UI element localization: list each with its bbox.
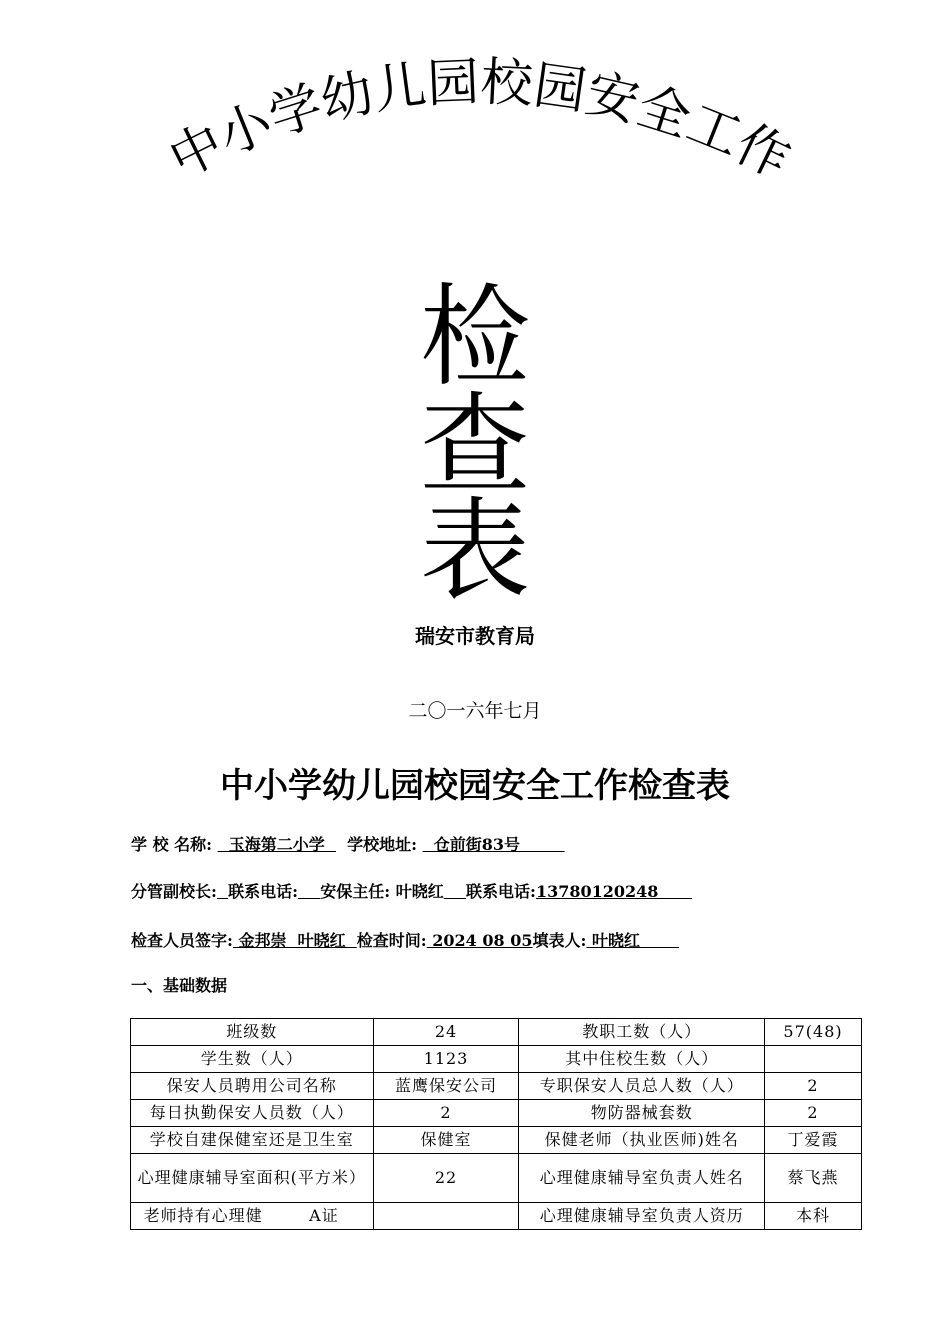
table-row bbox=[131, 1203, 862, 1230]
table-cell: 学校自建保健室还是卫生室 bbox=[131, 1127, 374, 1154]
cover-date: 二〇一六年七月 bbox=[408, 700, 542, 722]
table-cell: 24 bbox=[373, 1019, 519, 1046]
table-cell bbox=[373, 1203, 519, 1230]
table-cell: 保安人员聘用公司名称 bbox=[131, 1073, 374, 1100]
phone2-value: 13780120248 bbox=[535, 882, 692, 901]
table-row bbox=[131, 1127, 862, 1154]
table-cell: 心理健康辅导室负责人姓名 bbox=[519, 1154, 765, 1203]
cover-big-char-jian: 检 bbox=[420, 273, 530, 401]
table-row bbox=[131, 1154, 862, 1203]
cover-bureau: 瑞安市教育局 bbox=[415, 624, 535, 648]
school-name-value: 玉海第二小学 bbox=[217, 835, 336, 854]
table-cell: 心理健康辅导室负责人资历 bbox=[519, 1203, 765, 1230]
table-cell: 蓝鹰保安公司 bbox=[373, 1073, 519, 1100]
table-cell: 保健老师（执业医师)姓名 bbox=[519, 1127, 765, 1154]
security-head-blank bbox=[444, 882, 466, 901]
cover-arc-title-text: 中小学幼儿园校园安全工作 bbox=[160, 52, 800, 191]
time-label: 检查时间: bbox=[356, 931, 427, 950]
table-cell: 教职工数（人） bbox=[519, 1019, 765, 1046]
table-cell: 其中住校生数（人） bbox=[519, 1046, 765, 1073]
vp-label: 分管副校长: bbox=[131, 882, 217, 901]
table-cell: 老师持有心理健 bbox=[131, 1203, 276, 1230]
table-cell: 本科 bbox=[765, 1203, 862, 1230]
cover-big-char-biao: 表 bbox=[420, 487, 530, 615]
table-row bbox=[131, 1073, 862, 1100]
table-row bbox=[131, 1019, 862, 1046]
address-value: 仓前街83号 bbox=[422, 835, 565, 854]
cover-arc-title bbox=[0, 0, 950, 260]
table-cell: 保健室 bbox=[373, 1127, 519, 1154]
table-cell: 蔡飞燕 bbox=[765, 1154, 862, 1203]
section-basic-data: 一、基础数据 bbox=[131, 976, 228, 995]
inspector-label: 检查人员签字: bbox=[131, 931, 233, 950]
table-row bbox=[131, 1100, 862, 1127]
table-cell: 班级数 bbox=[131, 1019, 374, 1046]
table-cell bbox=[765, 1046, 862, 1073]
table-cell: 2 bbox=[765, 1073, 862, 1100]
phone1-value bbox=[298, 882, 320, 901]
table-cell: 22 bbox=[373, 1154, 519, 1203]
table-cell: A证 bbox=[275, 1203, 373, 1230]
security-head-label: 安保主任: 叶晓红 bbox=[320, 882, 444, 901]
table-cell: 物防器械套数 bbox=[519, 1100, 765, 1127]
table-row bbox=[131, 1046, 862, 1073]
table-cell: 心理健康辅导室面积(平方米） bbox=[131, 1154, 374, 1203]
inspector-value: 金邦崇 叶晓红 bbox=[232, 931, 357, 950]
filler-value: 叶晓红 bbox=[586, 931, 679, 950]
address-label: 学校地址: bbox=[347, 835, 417, 854]
table-cell: 丁爱霞 bbox=[765, 1127, 862, 1154]
info-line-contacts bbox=[131, 879, 692, 902]
info-line-school bbox=[131, 832, 565, 855]
basic-data-table bbox=[130, 1018, 862, 1230]
svg-text:中小学幼儿园校园安全工作 bbox=[160, 52, 799, 190]
time-value: 2024 08 05 bbox=[426, 931, 533, 950]
table-cell: 学生数（人） bbox=[131, 1046, 374, 1073]
school-name-label: 学 校 名称: bbox=[131, 835, 213, 854]
table-cell: 57(48) bbox=[765, 1019, 862, 1046]
phone1-label: 联系电话: bbox=[228, 882, 298, 901]
filler-label: 填表人: bbox=[532, 931, 587, 950]
table-cell: 1123 bbox=[373, 1046, 519, 1073]
cover-big-char-cha: 查 bbox=[420, 381, 530, 509]
table-cell: 专职保安人员总人数（人） bbox=[519, 1073, 765, 1100]
table-cell: 2 bbox=[373, 1100, 519, 1127]
info-line-inspection bbox=[131, 928, 679, 951]
vp-value bbox=[217, 882, 228, 901]
table-cell: 每日执勤保安人员数（人） bbox=[131, 1100, 374, 1127]
table-cell: 2 bbox=[765, 1100, 862, 1127]
phone2-label: 联系电话: bbox=[466, 882, 536, 901]
form-title: 中小学幼儿园校园安全工作检查表 bbox=[220, 766, 730, 806]
